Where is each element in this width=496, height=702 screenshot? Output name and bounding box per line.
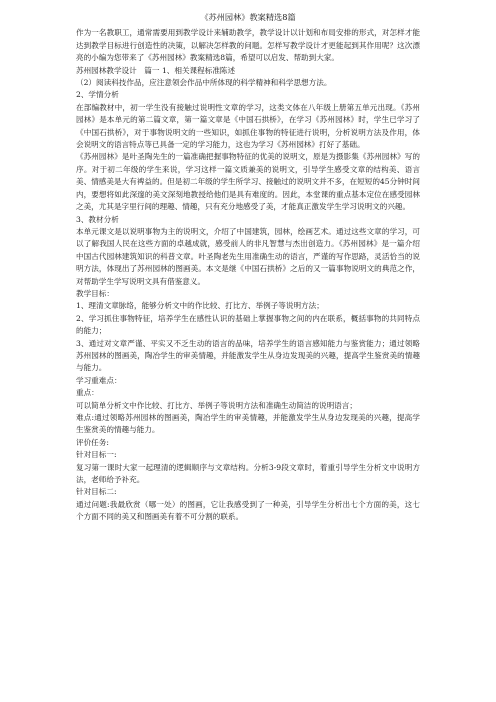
section-heading: 教学目标： [76, 288, 114, 298]
paragraph: 本单元课文是以说明事物为主的说明文，介绍了中国建筑，园林，绘画艺术。通过这些文章的学习，可以了解我国人民在这些方面的卓越成就，感受前人的非凡智慧与杰出创造力。《苏州园林》是一篇介绍中国古代园林建筑知识的科普文章。叶圣陶老先生用准确生动的语言，严谨的写作思路，灵活恰当的说明方法，体现出了苏州园林的图画美。本文是继《中国石拱桥》之后的又一篇事物说明文的典范之作，对帮助学生学写说明文具有借鉴意义。 [76, 226, 420, 286]
paragraph: 《苏州园林》是叶圣陶先生的一篇准确把握事物特征的优美的说明文，原是为摄影集《苏州园林》写的序。对于初二年级的学生来说，学习这样一篇文质兼美的说明文，引导学生感受文章的结构美、语言美、情感美是大有裨益的。但是初二年级的学生所学习、接触过的说明文并不多，在短短的45分钟时间内，要想将如此深邃的美文深刻地教授给他们是具有难度的。因此，本堂课的重点基本定位在感受园林之美，尤其是字里行间的理趣、情趣，只有充分地感受了美，才能真正激发学生学习说明文的兴趣。 [76, 152, 420, 212]
paragraph: 苏州园林教学设计 篇一 1、相关课程标准陈述 [76, 65, 236, 75]
section-heading: 针对目标一: [76, 450, 117, 460]
paragraph: （2）阅读科技作品，应注意领会作品中所体现的科学精神和科学思想方法。 [76, 78, 332, 88]
paragraph: 作为一名教职工，通常需要用到教学设计来辅助教学，教学设计以计划和布局安排的形式，对怎样才能达到教学目标进行创造性的决策，以解决怎样教的问题。怎样写教学设计才更能起到其作用呢？这次漂亮的小编为您带来了《苏州园林》教案精选8篇，希望可以启发、帮助到大家。 [76, 28, 420, 63]
section-heading: 评价任务: [76, 437, 109, 447]
list-item: 2、学习抓住事物特征，培养学生在感性认识的基础上掌握事物之间的内在联系，概括事物的共同特点的能力； [76, 313, 420, 336]
document-title: 《苏州园林》教案精选8篇 [200, 12, 296, 22]
section-heading: 针对目标二: [76, 487, 117, 497]
paragraph: 可以简单分析文中作比较、打比方、举例子等说明方法和准确生动简洁的说明语言； [76, 400, 357, 410]
list-item: 3、通过对文章严谨、平实又不乏生动的语言的品味，培养学生的语言感知能力与鉴赏能力；通过领略苏州园林的图画美，陶冶学生的审美情趣，并能激发学生从身边发现美的兴趣，提高学生鉴赏美的情趣与能力。 [76, 338, 420, 373]
section-heading: 3、教材分析 [76, 214, 119, 224]
section-heading: 2、学情分析 [76, 90, 119, 100]
section-heading: 学习重难点： [76, 375, 122, 385]
paragraph: 复习第一课时大家一起理清的逻辑顺序与文章结构。分析3-9段文章时，着重引导学生分析文中说明方法，老师给予补充。 [76, 462, 420, 485]
paragraph: 在部编教材中，初一学生没有接触过说明性文章的学习，这类文体在八年级上册第五单元出现。《苏州园林》是本单元的第二篇文章，第一篇文章是《中国石拱桥》，在学习《苏州园林》时，学生已学习了《中国石拱桥》，对于事物说明文的一些知识，如抓住事物的特征进行说明，分析说明方法及作用，体会说明文的语言特点等已具备一定的学习能力，这也为学习《苏州园林》打好了基础。 [76, 102, 420, 150]
paragraph: 通过问题:我最欣赏（哪一处）的图画，它让我感受到了一种美，引导学生分析出七个方面的美，这七个方面不同的美又和图画美有着不可分割的联系。 [76, 499, 420, 522]
document-page [76, 11, 420, 524]
section-heading: 重点： [76, 388, 99, 398]
list-item: 1、理清文章脉络，能够分析文中的作比较、打比方、举例子等说明方法； [76, 301, 324, 311]
paragraph: 难点:通过领略苏州园林的图画美，陶冶学生的审美情趣，并能激发学生从身边发现美的兴趣，提高学生鉴赏美的情趣与能力。 [76, 413, 420, 435]
